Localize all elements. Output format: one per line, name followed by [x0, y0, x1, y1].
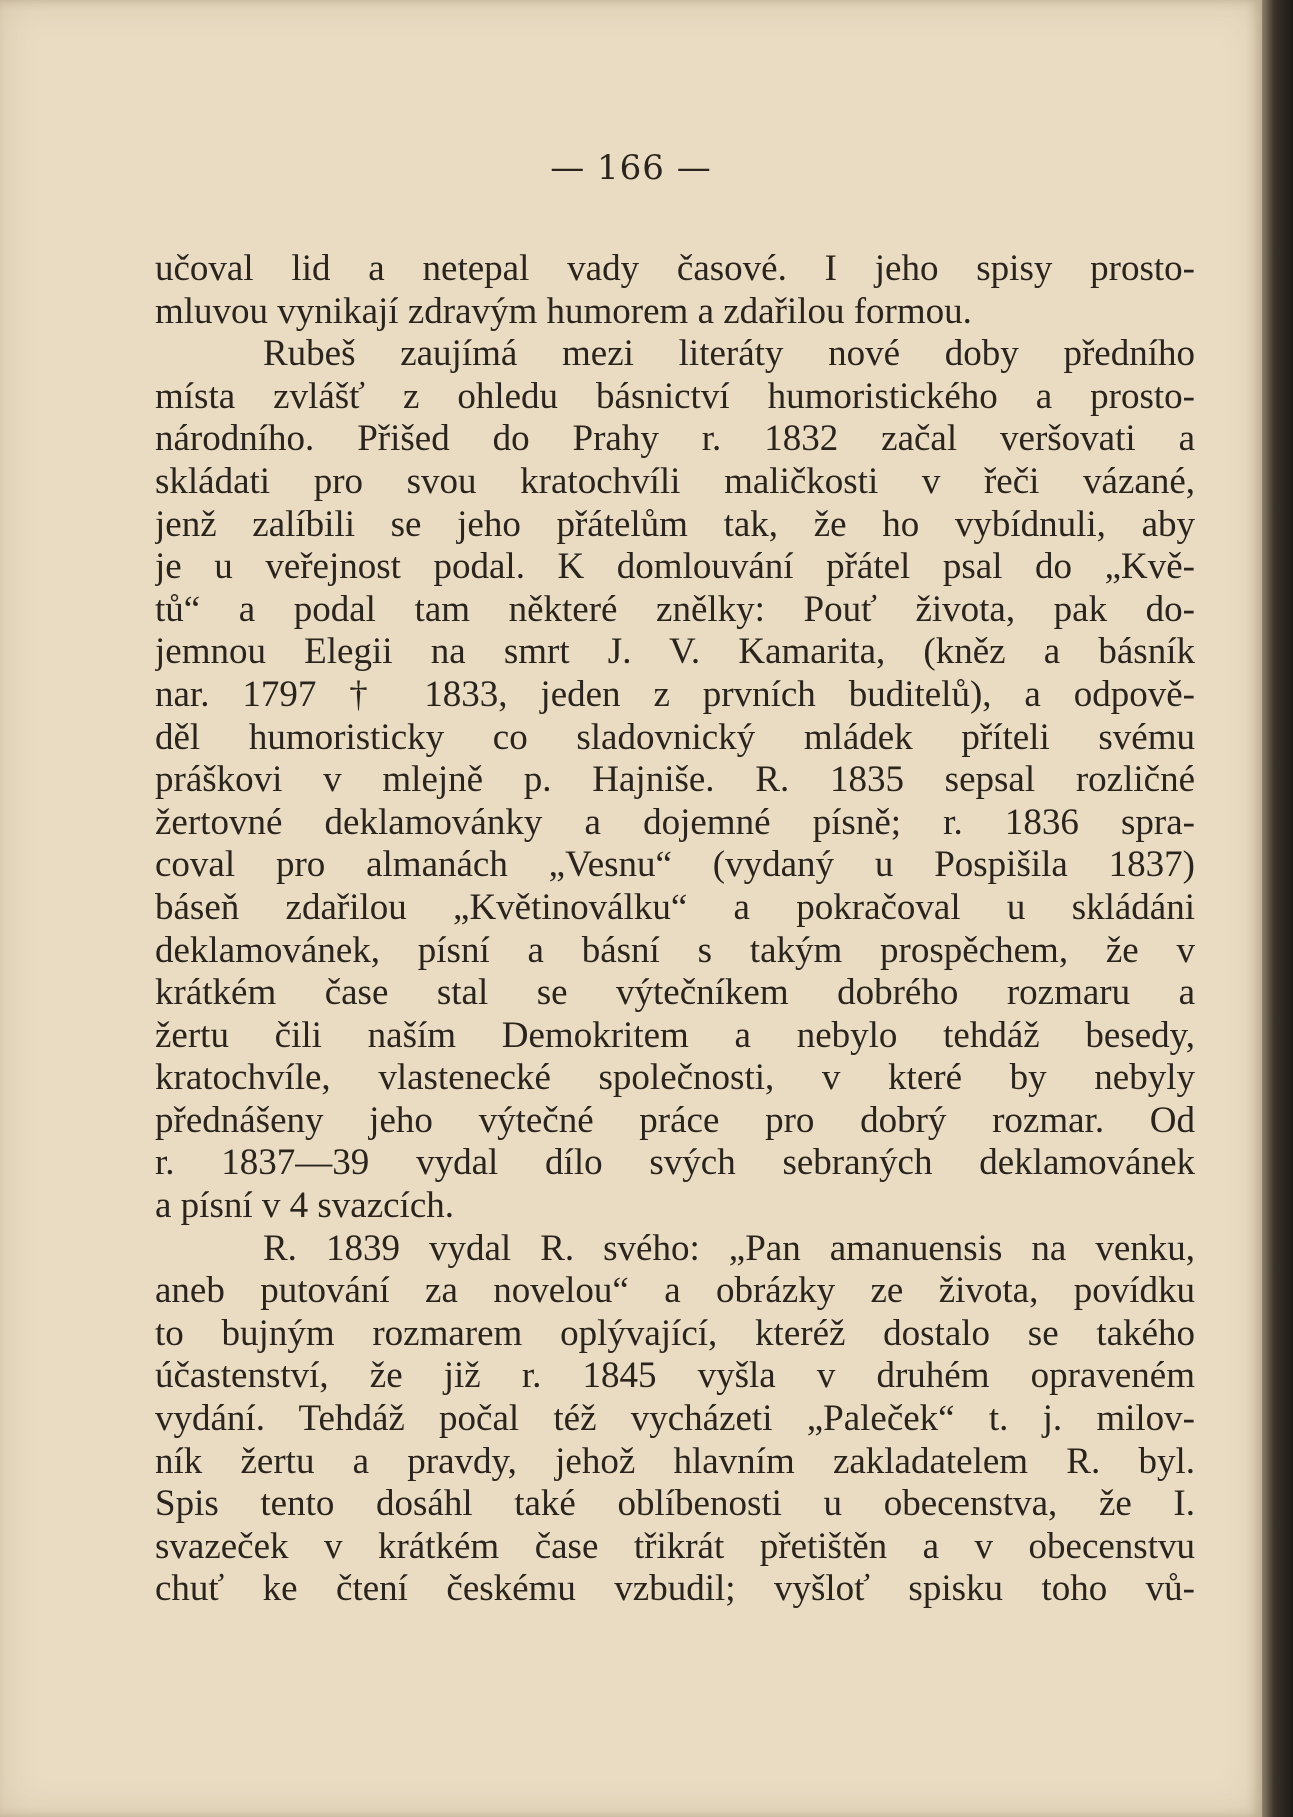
text-line: učoval lid a netepal vady časové. I jeho spisy prosto-: [155, 248, 1195, 289]
text-line: aneb putování za novelou“ a obrázky ze života, povídku: [155, 1270, 1195, 1312]
text-line: místa zvlášť z ohledu básnictví humoristického a prosto-: [155, 375, 1195, 417]
text-line: deklamovánek, písní a básní s takým prospěchem, že v: [155, 929, 1195, 971]
text-line: svazeček v krátkém čase třikrát přetištěn a v obecenstvu: [155, 1525, 1195, 1567]
text-line: žertovné deklamovánky a dojemné písně; r. 1836 spra-: [155, 801, 1195, 843]
text-line: je u veřejnost podal. K domlouvání přátel psal do „Kvě-: [155, 546, 1195, 588]
book-edge: [1262, 0, 1293, 1817]
text-line: ník žertu a pravdy, jehož hlavním zakladatelem R. byl.: [155, 1440, 1195, 1482]
text-line: jenž zalíbili se jeho přátelům tak, že ho vybídnuli, aby: [155, 503, 1195, 545]
text-line: mluvou vynikají zdravým humorem a zdařilou formou.: [155, 290, 972, 332]
text-line: tů“ a podal tam některé znělky: Pouť života, pak do-: [155, 588, 1195, 630]
text-line: chuť ke čtení českému vzbudil; vyšloť spisku toho vů-: [155, 1568, 1195, 1610]
text-line: r. 1837—39 vydal dílo svých sebraných deklamovánek: [155, 1142, 1195, 1184]
text-line: kratochvíle, vlastenecké společnosti, v které by nebyly: [155, 1057, 1195, 1099]
text-line: žertu čili naším Demokritem a nebylo tehdáž besedy,: [155, 1014, 1195, 1056]
text-line: nar. 1797 † 1833, jeden z prvních buditelů), a odpově-: [155, 673, 1195, 715]
text-line: vydání. Tehdáž počal též vycházeti „Paleček“ t. j. milov-: [155, 1398, 1195, 1440]
text-line: přednášeny jeho výtečné práce pro dobrý rozmar. Od: [155, 1099, 1195, 1141]
body-text: [155, 248, 1195, 1611]
text-line: skládati pro svou kratochvíli maličkosti v řeči vázané,: [155, 460, 1195, 502]
text-line: účastenství, že již r. 1845 vyšla v druhém opraveném: [155, 1355, 1195, 1397]
text-line: krátkém čase stal se výtečníkem dobrého rozmaru a: [155, 972, 1195, 1014]
text-line: práškovi v mlejně p. Hajniše. R. 1835 sepsal rozličné: [155, 759, 1195, 801]
page-number-header: — 166 —: [550, 148, 712, 188]
text-line: coval pro almanách „Vesnu“ (vydaný u Pospišila 1837): [155, 844, 1195, 886]
text-line: Spis tento dosáhl také oblíbenosti u obecenstva, že I.: [155, 1483, 1195, 1525]
text-line: národního. Přišed do Prahy r. 1832 začal veršovati a: [155, 418, 1195, 460]
text-line: to bujným rozmarem oplývající, kteréž dostalo se takého: [155, 1312, 1195, 1354]
text-line: R. 1839 vydal R. svého: „Pan amanuensis na venku,: [263, 1227, 1195, 1269]
text-line: děl humoristicky co sladovnický mládek příteli svému: [155, 716, 1195, 758]
text-line: báseň zdařilou „Květinoválku“ a pokračoval u skládáni: [155, 886, 1195, 928]
text-line: a písní v 4 svazcích.: [155, 1185, 454, 1227]
text-line: Rubeš zaujímá mezi literáty nové doby předního: [263, 333, 1195, 375]
text-line: jemnou Elegii na smrt J. V. Kamarita, (kněz a básník: [155, 631, 1195, 673]
